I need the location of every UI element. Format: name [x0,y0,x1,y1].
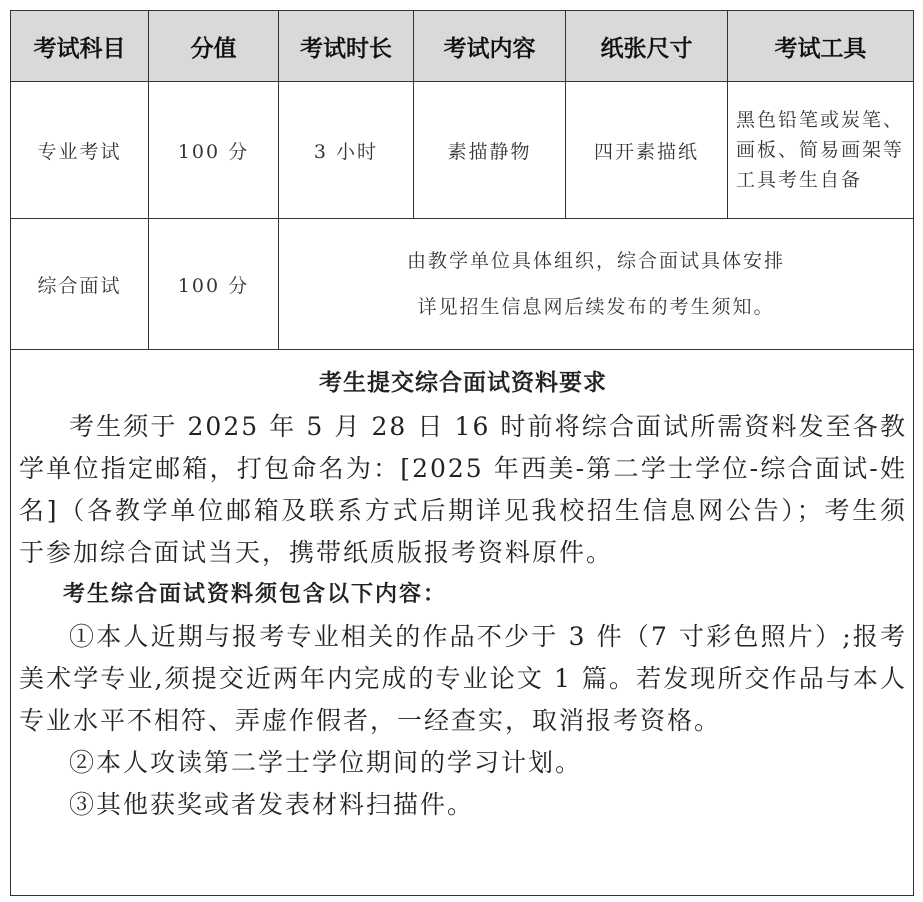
header-score: 分值 [149,11,279,82]
notice-paragraph-item-2: ②本人攻读第二学士学位期间的学习计划。 [69,748,583,777]
table-row [11,82,914,219]
header-subject: 考试科目 [11,11,149,82]
cell-score: 100 分 [149,82,279,219]
cell-duration: 3 小时 [279,82,414,219]
table-header-row [11,11,914,82]
header-paper-size: 纸张尺寸 [566,11,728,82]
cell-subject: 综合面试 [11,219,149,350]
header-content: 考试内容 [414,11,566,82]
notice-paragraph-item-1: ①本人近期与报考专业相关的作品不少于 3 件（7 寸彩色照片）;报考美术学专业,须提交近两年内完成的专业论文 1 篇。若发现所交作品与本人专业水平不相符、弄虚作假者，一经查实，取消报考资格。 [19,622,907,735]
header-tools: 考试工具 [728,11,914,82]
cell-content: 素描静物 [414,82,566,219]
cell-paper-size: 四开素描纸 [566,82,728,219]
notice-paragraph-item-3: ③其他获奖或者发表材料扫描件。 [69,790,475,819]
header-duration: 考试时长 [279,11,414,82]
notice-paragraph-contents-heading: 考生综合面试资料须包含以下内容： [63,582,448,607]
notice-paragraph-submission: 考生须于 2025 年 5 月 28 日 16 时前将综合面试所需资料发至各教学单位指定邮箱，打包命名为：[2025 年西美-第二学士学位-综合面试-姓名]（各教学单位邮箱及联系方式后期详见我校招生信息网公告）；考生须于参加综合面试当天，携带纸质版报考资料原件。 [19,412,907,567]
table-row [11,219,914,350]
exam-table [10,10,914,896]
cell-score: 100 分 [149,219,279,350]
cell-interview-note [279,219,914,350]
notice-title: 考生提交综合面试资料要求 [319,370,607,396]
notice-row [11,350,914,896]
interview-note-line-1: 由教学单位具体组织，综合面试具体安排 [406,250,785,272]
notice-body [11,350,913,826]
cell-tools: 黑色铅笔或炭笔、画板、简易画架等工具考生自备 [728,82,914,219]
notice-cell [11,350,914,896]
exam-document [10,10,913,890]
cell-subject: 专业考试 [11,82,149,219]
interview-note-line-2: 详见招生信息网后续发布的考生须知。 [417,296,775,318]
